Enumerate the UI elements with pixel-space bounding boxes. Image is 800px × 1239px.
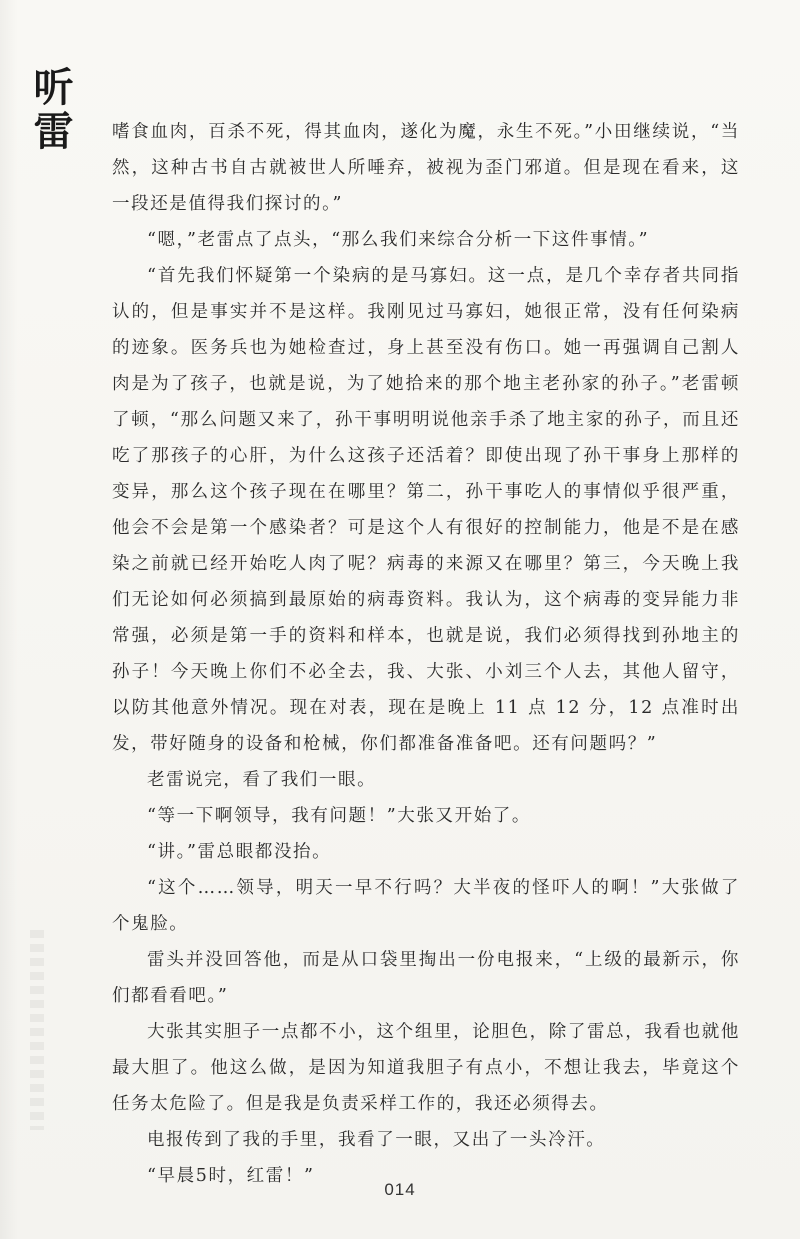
paragraph: 雷头并没回答他，而是从口袋里掏出一份电报来，“上级的最新示，你们都看看吧。” bbox=[112, 950, 740, 1006]
paragraph: 大张其实胆子一点都不小，这个组里，论胆色，除了雷总，我看也就他最大胆了。他这么做，是因为知道我胆子有点小，不想让我去，毕竟这个任务太危险了。但是我是负责采样工作的，我还必须得去。 bbox=[112, 1022, 740, 1114]
paragraph: “这个……领导，明天一早不行吗？大半夜的怪吓人的啊！”大张做了个鬼脸。 bbox=[112, 878, 740, 934]
paragraph: “首先我们怀疑第一个染病的是马寡妇。这一点，是几个幸存者共同指认的，但是事实并不是这样。我刚见过马寡妇，她很正常，没有任何染病的迹象。医务兵也为她检查过，身上甚至没有伤口。她一再强调自己割人肉是为了孩子，也就是说，为了她拾来的那个地主老孙家的孙子。”老雷顿了顿，“那么问题又来了，孙干事明明说他亲手杀了地主家的孙子，而且还吃了那孩子的心肝，为什么这孩子还活着？即使出现了孙干事身上那样的变异，那么这个孩子现在在哪里？第二，孙干事吃人的事情似乎很严重，他会不会是第一个感染者？可是这个人有很好的控制能力，他是不是在感染之前就已经开始吃人肉了呢？病毒的来源又在哪里？第三，今天晚上我们无论如何必须搞到最原始的病毒资料。我认为，这个病毒的变异能力非常强，必须是第一手的资料和样本，也就是说，我们必须得找到孙地主的孙子！今天晚上你们不必全去，我、大张、小刘三个人去，其他人留守，以防其他意外情况。现在对表，现在是晚上 11 点 12 分，12 点准时出发，带好随身的设备和枪械，你们都准备准备吧。还有问题吗？” bbox=[112, 266, 740, 754]
book-title: 听雷 bbox=[27, 66, 74, 154]
paragraph: 电报传到了我的手里，我看了一眼，又出了一头冷汗。 bbox=[147, 1130, 606, 1150]
page-number: 014 bbox=[384, 1180, 416, 1199]
paragraph: 老雷说完，看了我们一眼。 bbox=[147, 770, 377, 790]
paragraph: “讲。”雷总眼都没抬。 bbox=[147, 842, 332, 862]
paragraph: “嗯，”老雷点了点头，“那么我们来综合分析一下这件事情。” bbox=[147, 230, 650, 250]
paragraph: 嗜食血肉，百杀不死，得其血肉，遂化为魔，永生不死。”小田继续说，“当然，这种古书自古就被世人所唾弃，被视为歪门邪道。但是现在看来，这一段还是值得我们探讨的。” bbox=[112, 122, 740, 214]
paragraph: “等一下啊领导，我有问题！”大张又开始了。 bbox=[147, 806, 531, 826]
body-text bbox=[112, 114, 740, 1194]
page-shadow bbox=[30, 930, 44, 1130]
paragraph: “早晨5时，红雷！” bbox=[147, 1166, 315, 1186]
